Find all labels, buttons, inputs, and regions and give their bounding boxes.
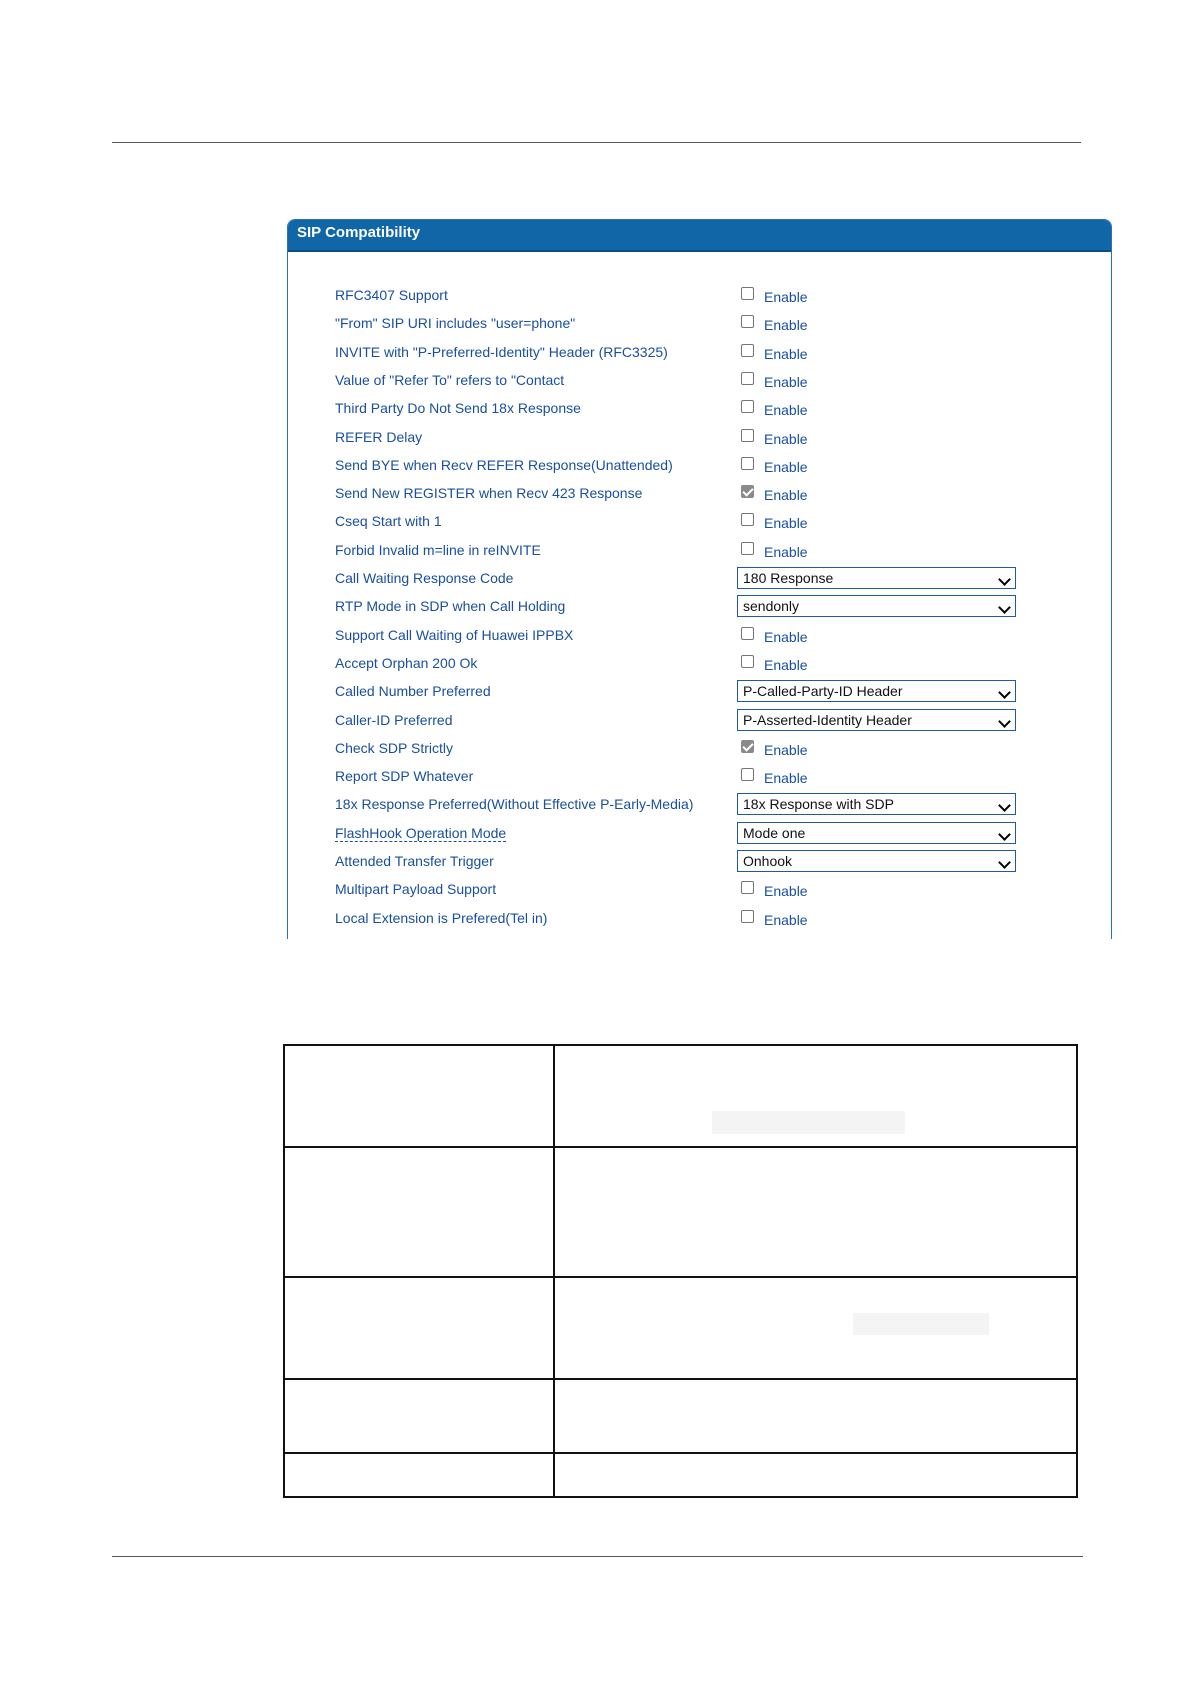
settings-row	[288, 623, 1111, 651]
enable-checkbox[interactable]	[741, 542, 754, 555]
select-value: Onhook	[743, 853, 793, 869]
setting-label: INVITE with "P-Preferred-Identity" Header (RFC3325)	[335, 343, 668, 360]
enable-checkbox[interactable]	[741, 315, 754, 328]
settings-row	[288, 764, 1111, 792]
setting-label: Check SDP Strictly	[335, 739, 453, 756]
table-cell	[554, 1277, 1077, 1379]
setting-select[interactable]	[737, 595, 1016, 617]
parameter-table	[283, 1044, 1078, 1498]
setting-label: REFER Delay	[335, 428, 423, 445]
chevron-down-icon	[998, 573, 1011, 586]
settings-row	[288, 736, 1111, 764]
select-value: Mode one	[743, 824, 806, 841]
chevron-down-icon	[998, 856, 1011, 869]
table-cell	[284, 1147, 554, 1277]
panel-title: SIP Compatibility	[288, 220, 1111, 252]
enable-label[interactable]: Enable	[764, 515, 808, 532]
setting-label: Call Waiting Response Code	[335, 570, 514, 586]
setting-label: Caller-ID Preferred	[335, 711, 453, 728]
setting-select[interactable]	[737, 822, 1016, 844]
setting-label: Called Number Preferred	[335, 683, 491, 700]
select-value: P-Called-Party-ID Header	[743, 683, 903, 700]
redacted-block	[712, 1111, 905, 1134]
settings-row	[288, 708, 1111, 736]
enable-label[interactable]: Enable	[764, 317, 808, 334]
settings-row	[288, 311, 1111, 339]
settings-row	[288, 425, 1111, 453]
enable-checkbox[interactable]	[741, 344, 754, 357]
setting-label: Multipart Payload Support	[335, 881, 497, 898]
select-value: 180 Response	[743, 570, 834, 586]
enable-checkbox[interactable]	[741, 513, 754, 526]
settings-row	[288, 849, 1111, 877]
setting-label: Local Extension is Prefered(Tel in)	[335, 909, 548, 926]
setting-select[interactable]	[737, 850, 1016, 872]
table-cell	[284, 1453, 554, 1497]
setting-label: "From" SIP URI includes "user=phone"	[335, 315, 576, 332]
settings-row	[288, 481, 1111, 509]
setting-label: Value of "Refer To" refers to "Contact	[335, 371, 565, 388]
setting-label: Cseq Start with 1	[335, 513, 442, 530]
settings-row	[288, 538, 1111, 566]
setting-label[interactable]: FlashHook Operation Mode	[335, 824, 507, 841]
enable-label[interactable]: Enable	[764, 487, 808, 504]
enable-checkbox[interactable]	[741, 910, 754, 923]
setting-label: 18x Response Preferred(Without Effective P-Early-Media)	[335, 796, 694, 813]
setting-label: Accept Orphan 200 Ok	[335, 654, 478, 671]
setting-select[interactable]	[737, 567, 1016, 589]
enable-label[interactable]: Enable	[764, 883, 808, 900]
table-cell	[284, 1277, 554, 1379]
table-cell	[554, 1147, 1077, 1277]
sip-compatibility-panel	[287, 219, 1112, 939]
setting-label: Support Call Waiting of Huawei IPPBX	[335, 626, 574, 643]
enable-label[interactable]: Enable	[764, 543, 808, 560]
enable-label[interactable]: Enable	[764, 402, 808, 419]
setting-label: RTP Mode in SDP when Call Holding	[335, 598, 566, 615]
chevron-down-icon	[998, 800, 1011, 813]
table-cell	[284, 1379, 554, 1453]
setting-label: RFC3407 Support	[335, 287, 448, 303]
redacted-block	[853, 1313, 989, 1335]
settings-row	[288, 283, 1111, 311]
enable-label[interactable]: Enable	[764, 770, 808, 787]
table-cell	[284, 1045, 554, 1147]
enable-checkbox[interactable]	[741, 429, 754, 442]
settings-row	[288, 396, 1111, 424]
enable-label[interactable]: Enable	[764, 628, 808, 645]
footer-rule	[112, 1556, 1083, 1557]
setting-label: Send New REGISTER when Recv 423 Response	[335, 485, 643, 502]
setting-label: Forbid Invalid m=line in reINVITE	[335, 541, 541, 558]
settings-row	[288, 594, 1111, 622]
select-value: sendonly	[743, 598, 800, 615]
setting-select[interactable]	[737, 680, 1016, 702]
chevron-down-icon	[998, 601, 1011, 614]
enable-checkbox[interactable]	[741, 372, 754, 385]
enable-checkbox[interactable]	[741, 627, 754, 640]
setting-label: Third Party Do Not Send 18x Response	[335, 400, 581, 417]
enable-label[interactable]: Enable	[764, 345, 808, 362]
enable-label[interactable]: Enable	[764, 373, 808, 390]
enable-label[interactable]: Enable	[764, 430, 808, 447]
setting-label: Attended Transfer Trigger	[335, 853, 494, 869]
settings-row	[288, 792, 1111, 820]
table-cell	[554, 1379, 1077, 1453]
enable-label[interactable]: Enable	[764, 289, 808, 305]
chevron-down-icon	[998, 686, 1011, 699]
enable-label[interactable]: Enable	[764, 911, 808, 928]
settings-row	[288, 679, 1111, 707]
settings-row	[288, 651, 1111, 679]
settings-row	[288, 821, 1111, 849]
enable-checkbox[interactable]	[741, 400, 754, 413]
setting-label: Send BYE when Recv REFER Response(Unattended)	[335, 456, 673, 473]
header-rule	[112, 142, 1081, 143]
enable-checkbox[interactable]	[741, 881, 754, 894]
settings-row	[288, 566, 1111, 594]
enable-label[interactable]: Enable	[764, 656, 808, 673]
enable-checkbox[interactable]	[741, 655, 754, 668]
enable-checkbox[interactable]	[741, 457, 754, 470]
settings-row	[288, 906, 1111, 934]
enable-checkbox[interactable]	[741, 768, 754, 781]
settings-row	[288, 509, 1111, 537]
enable-label[interactable]: Enable	[764, 458, 808, 475]
enable-checkbox-checked[interactable]	[741, 485, 754, 498]
chevron-down-icon	[998, 715, 1011, 728]
settings-row	[288, 340, 1111, 368]
table-cell	[554, 1453, 1077, 1497]
chevron-down-icon	[998, 828, 1011, 841]
enable-checkbox[interactable]	[741, 287, 754, 300]
enable-label[interactable]: Enable	[764, 741, 808, 758]
settings-row	[288, 453, 1111, 481]
setting-label: Report SDP Whatever	[335, 768, 474, 785]
setting-select[interactable]	[737, 793, 1016, 815]
settings-row	[288, 368, 1111, 396]
setting-select[interactable]	[737, 709, 1016, 731]
settings-row	[288, 877, 1111, 905]
select-value: P-Asserted-Identity Header	[743, 711, 912, 728]
select-value: 18x Response with SDP	[743, 796, 894, 813]
enable-checkbox-checked[interactable]	[741, 740, 754, 753]
